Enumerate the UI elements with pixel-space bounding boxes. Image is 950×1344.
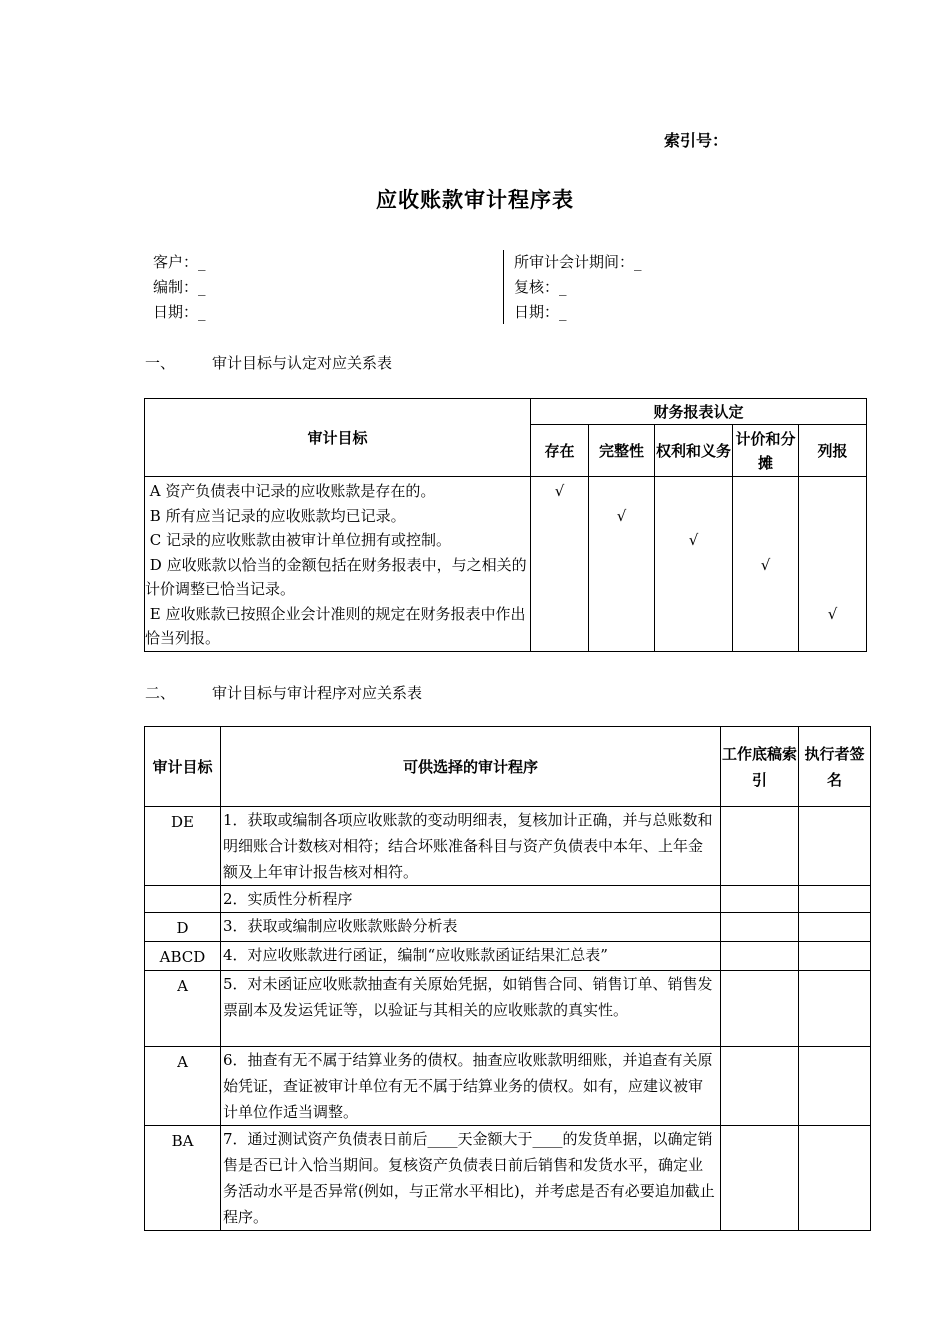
assertion-table [144,398,867,652]
goal-code: D [145,913,221,942]
table-row [145,913,871,942]
goal-code: BA [145,1126,221,1231]
date-field-right: 日期：_ [514,303,567,321]
goal-list: A 资产负债表中记录的应收账款是存在的。 B 所有应当记录的应收账款均已记录。 C 记录的应收账款由被审计单位拥有或控制。 D 应收账款以恰当的金额包括在财务报表中，与之相关的计价调整已恰当记录。 E 应收账款已按照企业会计准则的规定在财务报表中作出恰当列报。 [145,477,531,652]
table-row [145,1126,871,1231]
workpaper-ref-cell[interactable] [721,971,799,1047]
goal-code: A [145,971,221,1047]
client-field: 客户：_ [153,253,206,271]
workpaper-ref-cell[interactable] [721,942,799,971]
section-1-title: 审计目标与认定对应关系表 [212,354,393,372]
table-row [145,886,871,913]
procedure-table [144,726,871,1231]
section-2-heading [145,682,422,703]
executor-sign-cell[interactable] [799,886,871,913]
workpaper-ref-cell[interactable] [721,1047,799,1126]
procedure-text: 6．抽查有无不属于结算业务的债权。抽查应收账款明细账，并追查有关原始凭证，查证被审计单位有无不属于结算业务的债权。如有，应建议被审计单位作适当调整。 [221,1047,721,1126]
procedure-text: 1．获取或编制各项应收账款的变动明细表，复核加计正确，并与总账数和明细账合计数核对相符；结合坏账准备科目与资产负债表中本年、上年金额及上年审计报告核对相符。 [221,807,721,886]
workpaper-ref-header: 工作底稿索引 [721,727,799,807]
procedure-text: 7．通过测试资产负债表日前后____天金额大于____的发货单据，以确定销售是否已计入恰当期间。复核资产负债表日前后销售和发货水平，确定业务活动水平是否异常(例如，与正常水平相比)，并考虑是否有必要追加截止程序。 [221,1126,721,1231]
table-row [145,971,871,1047]
goal-column-header: 审计目标 [145,727,221,807]
table-row [145,807,871,886]
section-1-number: 一、 [145,354,176,372]
period-field: 所审计会计期间：_ [514,253,642,271]
executor-sign-cell[interactable] [799,1047,871,1126]
table-row [145,1047,871,1126]
info-right [503,250,642,324]
check-mark: √ [589,477,655,652]
workpaper-ref-cell[interactable] [721,1126,799,1231]
goal-code: DE [145,807,221,886]
index-number-label: 索引号： [664,131,729,150]
goal-code [145,886,221,913]
executor-sign-cell[interactable] [799,971,871,1047]
procedure-text: 2．实质性分析程序 [221,886,721,913]
executor-sign-cell[interactable] [799,807,871,886]
check-mark: √ [655,477,733,652]
executor-sign-cell[interactable] [799,1126,871,1231]
procedure-text: 3．获取或编制应收账款账龄分析表 [221,913,721,942]
col-presentation: 列报 [799,425,867,477]
col-existence: 存在 [531,425,589,477]
prepared-field: 编制：_ [153,278,206,296]
check-mark: √ [531,477,589,652]
procedure-column-header: 可供选择的审计程序 [221,727,721,807]
goal-code: A [145,1047,221,1126]
executor-sign-header: 执行者签名 [799,727,871,807]
col-completeness: 完整性 [589,425,655,477]
info-left [153,250,206,325]
workpaper-ref-cell[interactable] [721,913,799,942]
section-2-number: 二、 [145,684,176,702]
col-valuation: 计价和分摊 [733,425,799,477]
procedure-text: 4．对应收账款进行函证，编制“应收账款函证结果汇总表” [221,942,721,971]
executor-sign-cell[interactable] [799,942,871,971]
date-field-left: 日期：_ [153,303,206,321]
goal-header: 审计目标 [145,399,531,477]
executor-sign-cell[interactable] [799,913,871,942]
goal-code: ABCD [145,942,221,971]
review-field: 复核：_ [514,278,567,296]
section-2-title: 审计目标与审计程序对应关系表 [212,684,423,702]
assertion-group-header: 财务报表认定 [531,399,867,425]
workpaper-ref-cell[interactable] [721,807,799,886]
section-1-heading [145,352,392,373]
col-rights: 权利和义务 [655,425,733,477]
table-row [145,942,871,971]
check-mark: √ [733,477,799,652]
page-title: 应收账款审计程序表 [376,188,574,212]
check-mark: √ [799,477,867,652]
workpaper-ref-cell[interactable] [721,886,799,913]
procedure-text: 5．对未函证应收账款抽查有关原始凭据，如销售合同、销售订单、销售发票副本及发运凭证等，以验证与其相关的应收账款的真实性。 [221,971,721,1047]
